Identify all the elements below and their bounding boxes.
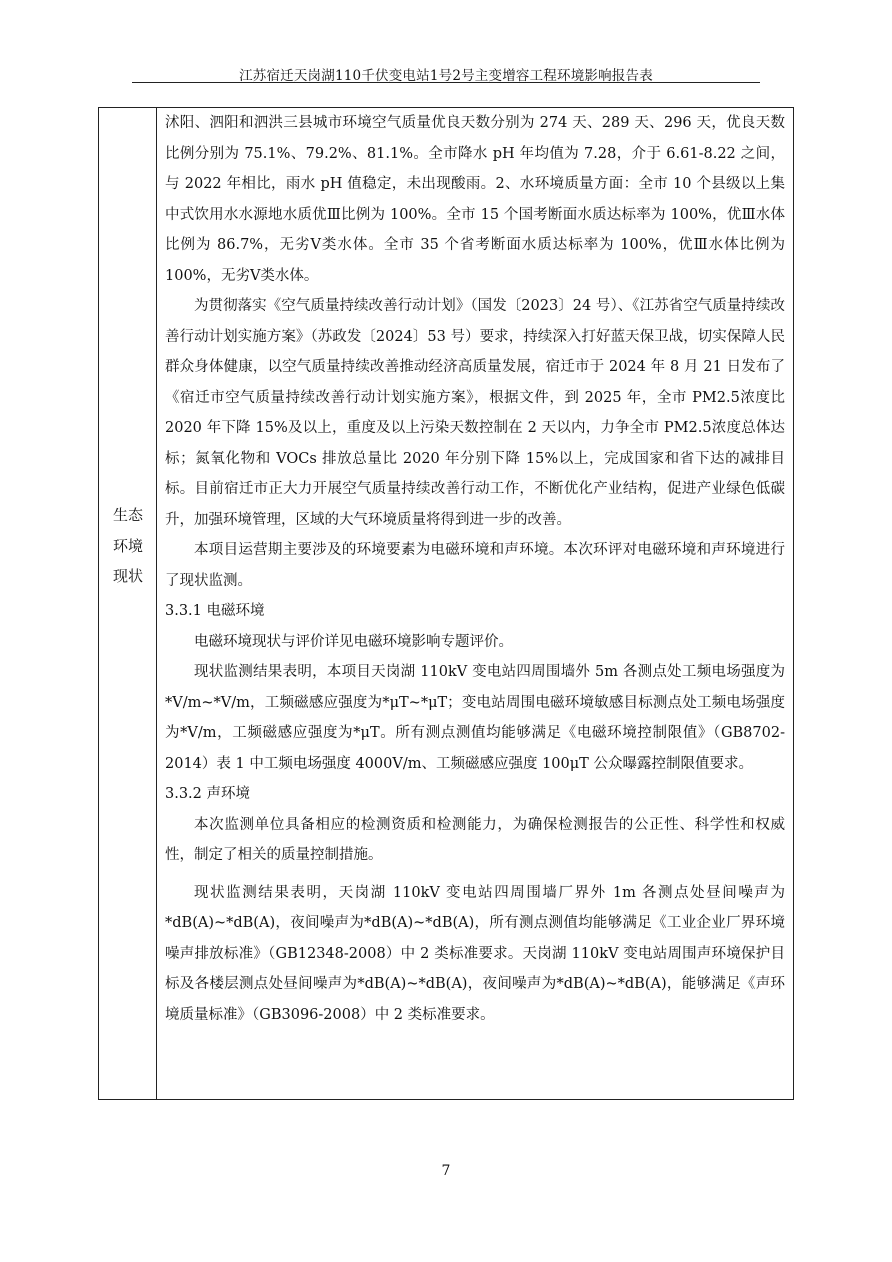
section-heading-electromagnetic: 3.3.1 电磁环境 [165,603,265,619]
section-heading-acoustic: 3.3.2 声环境 [165,786,251,802]
paragraph-air-water-quality: 沭阳、泗阳和泗洪三县城市环境空气质量优良天数分别为 274 天、289 天、296 天，优良天数比例分别为 75.1%、79.2%、81.1%。全市降水 pH 年均值为 7.28，介于 6.61-8.22 之间，与 2022 年相比，雨水 pH 值稳定，未出现酸雨。2、水环境质量方面：全市 10 个县级以上集中式饮用水水源地水质优Ⅲ比例为 100%。全市 15 个国考断面水质达标率为 100%，优Ⅲ水体比例为 86.7%，无劣Ⅴ类水体。全市 35 个省考断面水质达标率为 100%，优Ⅲ水体比例为 100%，无劣Ⅴ类水体。 [165,115,785,284]
report-table [98,107,794,1100]
paragraph-acoustic-qa: 本次监测单位具备相应的检测资质和检测能力，为确保检测报告的公正性、科学性和权威性，制定了相关的质量控制措施。 [165,816,785,863]
document-header-title: 江苏宿迁天岗湖110千伏变电站1号2号主变增容工程环境影响报告表 [239,68,653,84]
section-label: 生态 环境 现状 [112,506,143,585]
page-number: 7 [441,1163,451,1179]
header-rule [132,82,760,83]
paragraph-em-reference: 电磁环境现状与评价详见电磁环境影响专题评价。 [194,633,513,650]
paragraph-em-results: 现状监测结果表明，本项目天岗湖 110kV 变电站四周围墙外 5m 各测点处工频电场强度为*V/m~*V/m，工频磁感应强度为*μT~*μT；变电站周围电磁环境敏感目标测点处工频电场强度为*V/m，工频磁感应强度为*μT。所有测点测值均能够满足《电磁环境控制限值》（GB8702-2014）表 1 中工频电场强度 4000V/m、工频磁感应强度 100μT 公众曝露控制限值要求。 [165,664,785,772]
content-cell [157,108,793,1030]
paragraph-environment-elements: 本项目运营期主要涉及的环境要素为电磁环境和声环境。本次环评对电磁环境和声环境进行了现状监测。 [165,542,785,589]
paragraph-air-action-plan: 为贯彻落实《空气质量持续改善行动计划》（国发〔2023〕24 号）、《江苏省空气质量持续改善行动计划实施方案》（苏政发〔2024〕53 号）要求，持续深入打好蓝天保卫战，切实保障人民群众身体健康，以空气质量持续改善推动经济高质量发展，宿迁市于 2024 年 8 月 21 日发布了《宿迁市空气质量持续改善行动计划实施方案》，根据文件，到 2025 年，全市 PM2.5浓度比 2020 年下降 15%及以上，重度及以上污染天数控制在 2 天以内，力争全市 PM2.5浓度总体达标；氮氧化物和 VOCs 排放总量比 2020 年分别下降 15%以上，完成国家和省下达的减排目标。目前宿迁市正大力开展空气质量持续改善行动工作，不断优化产业结构，促进产业绿色低碳升，加强环境管理，区域的大气环境质量将得到进一步的改善。 [165,298,785,528]
paragraph-acoustic-results: 现状监测结果表明，天岗湖 110kV 变电站四周围墙厂界外 1m 各测点处昼间噪声为*dB(A)~*dB(A)，夜间噪声为*dB(A)~*dB(A)，所有测点测值均能够满足《工业企业厂界环境噪声排放标准》（GB12348-2008）中 2 类标准要求。天岗湖 110kV 变电站周围声环境保护目标及各楼层测点处昼间噪声为*dB(A)~*dB(A)，夜间噪声为*dB(A)~*dB(A)，能够满足《声环境质量标准》（GB3096-2008）中 2 类标准要求。 [165,884,785,1023]
label-column [99,108,157,1099]
